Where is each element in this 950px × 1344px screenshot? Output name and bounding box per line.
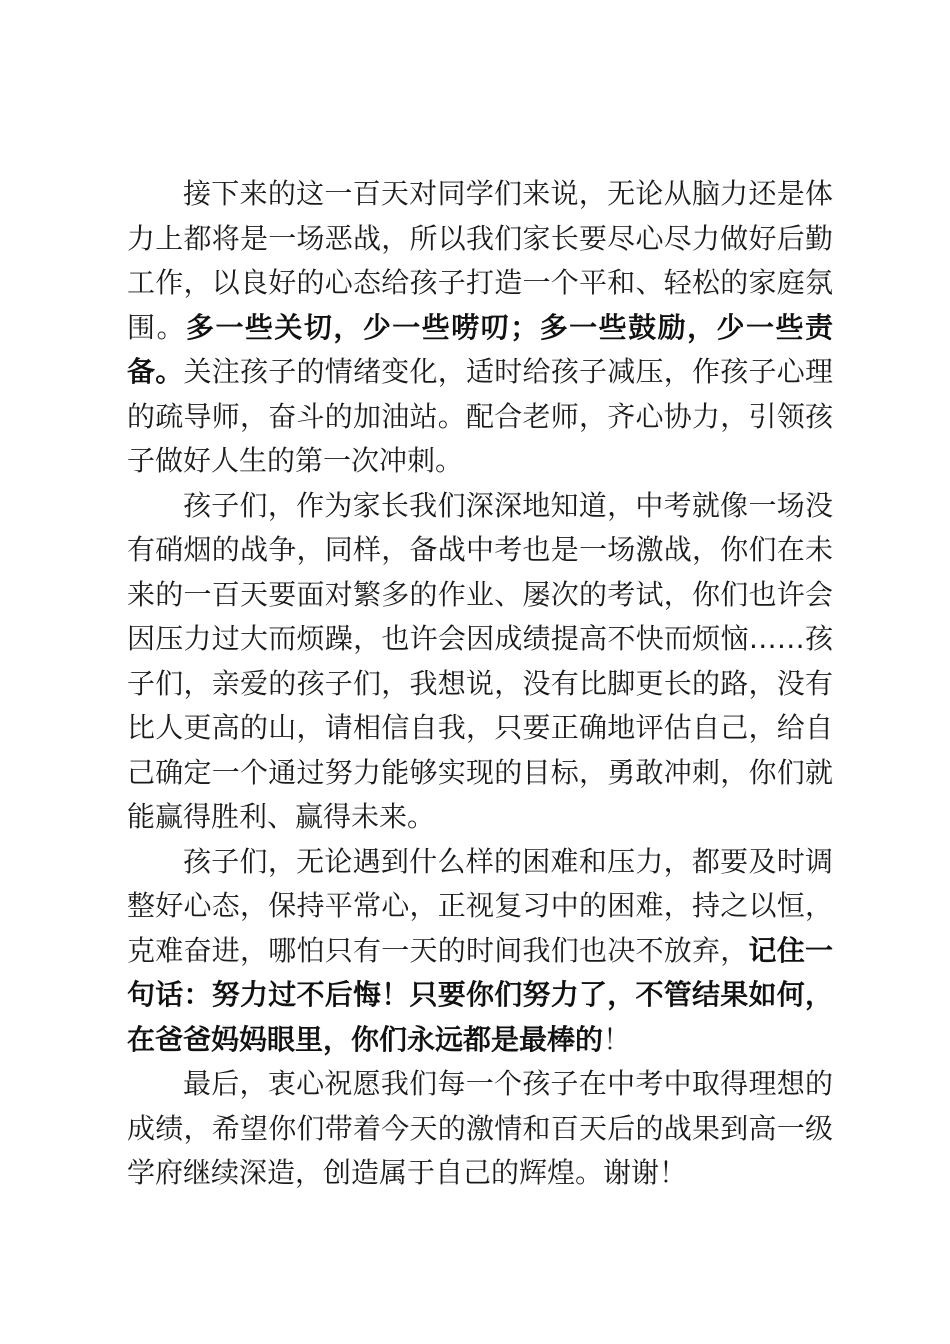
paragraph-2 (127, 484, 833, 840)
document-body (127, 172, 833, 1196)
paragraph-1-text-1: 接下来的这一百天对同学们来说，无论从脑力还是体力上都将是一场恶战，所以我们家长要尽心尽力做好后勤工作，以良好的心态给孩子打造一个平和、轻松的家庭氛围。 (127, 177, 833, 344)
paragraph-3-bold-text: 记住一句话：努力过不后悔！只要你们努力了，不管结果如何，在爸爸妈妈眼里，你们永远都是最棒的 (127, 933, 833, 1056)
paragraph-3-text-1: 孩子们，无论遇到什么样的困难和压力，都要及时调整好心态，保持平常心，正视复习中的困难，持之以恒，克难奋进，哪怕只有一天的时间我们也决不放弃， (127, 844, 833, 967)
paragraph-4-text: 最后，衷心祝愿我们每一个孩子在中考中取得理想的成绩，希望你们带着今天的激情和百天后的战果到高一级学府继续深造，创造属于自己的辉煌。谢谢！ (127, 1067, 833, 1189)
paragraph-1-text-2: 关注孩子的情绪变化，适时给孩子减压，作孩子心理的疏导师，奋斗的加油站。配合老师，齐心协力，引领孩子做好人生的第一次冲刺。 (127, 355, 833, 477)
paragraph-4 (127, 1062, 833, 1196)
paragraph-1-bold-text: 多一些关切，少一些唠叨；多一些鼓励，少一些责备。 (127, 310, 833, 388)
paragraph-2-text: 孩子们，作为家长我们深深地知道，中考就像一场没有硝烟的战争，同样，备战中考也是一场激战，你们在未来的一百天要面对繁多的作业、屡次的考试，你们也许会因压力过大而烦躁，也许会因成绩提高不快而烦恼……孩子们，亲爱的孩子们，我想说，没有比脚更长的路，没有比人更高的山，请相信自我，只要正确地评估自己，给自己确定一个通过努力能够实现的目标，勇敢冲刺，你们就能赢得胜利、赢得未来。 (127, 488, 833, 833)
paragraph-3 (127, 840, 833, 1063)
paragraph-1 (127, 172, 833, 484)
paragraph-3-text-2: ！ (603, 1022, 632, 1056)
